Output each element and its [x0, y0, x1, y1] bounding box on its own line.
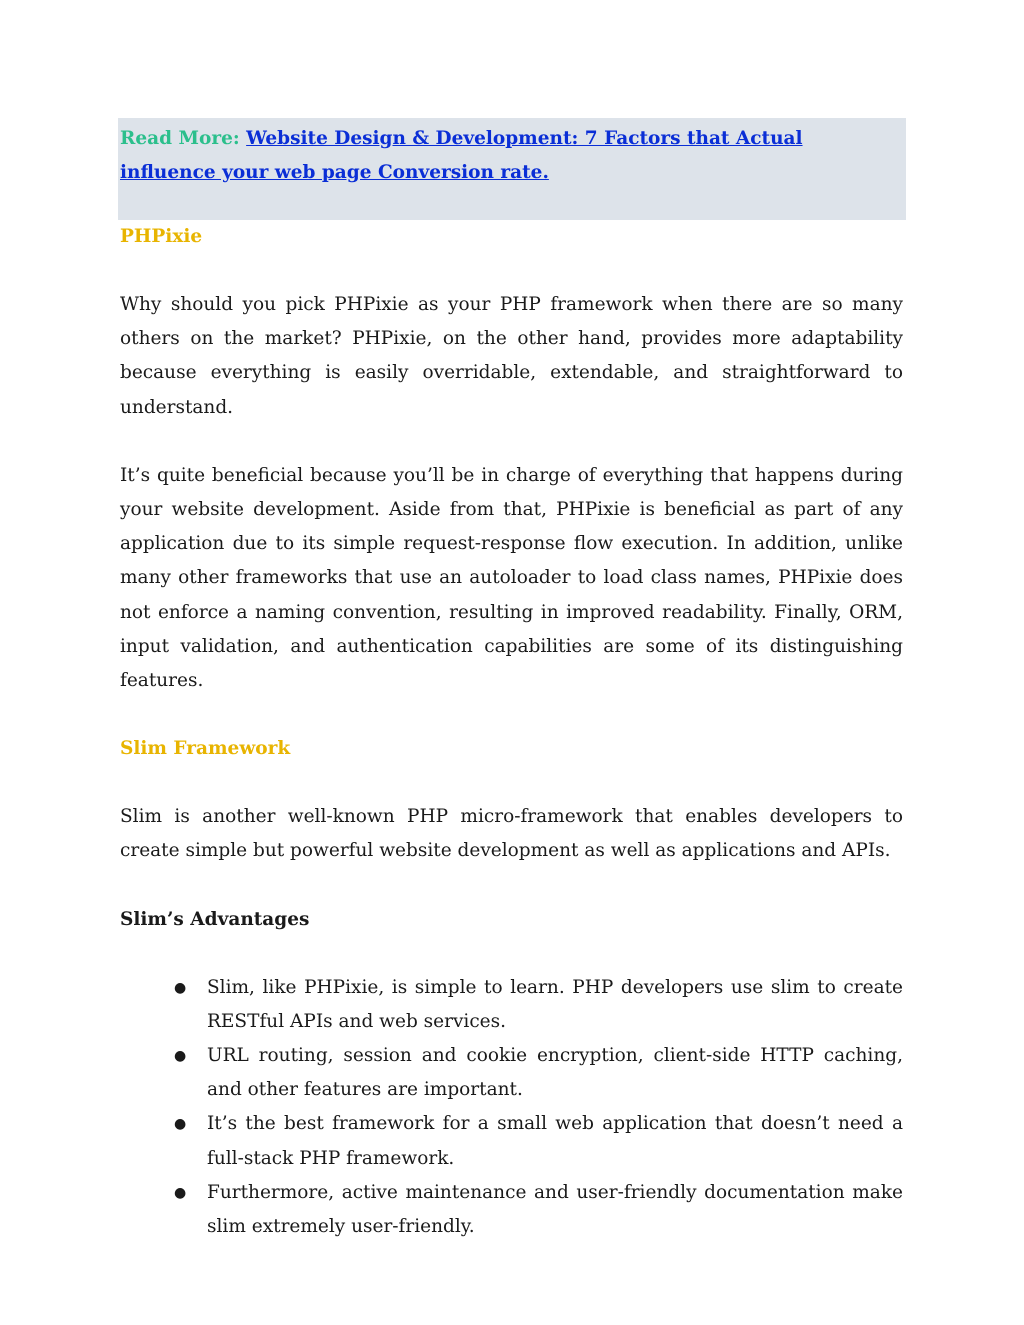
list-item	[174, 971, 903, 1039]
list-item-text: Furthermore, active maintenance and user-friendly documentation make slim extremely user-friendly.	[207, 1181, 903, 1238]
bullet-dot-icon: ●	[174, 1184, 187, 1201]
bullet-dot-icon: ●	[174, 1116, 187, 1133]
spacer	[120, 766, 903, 800]
spacer	[120, 937, 903, 971]
spacer	[120, 254, 903, 288]
slim-heading: Slim Framework	[120, 738, 291, 760]
list-item	[174, 1176, 903, 1244]
phpixie-heading: PHPixie	[120, 226, 203, 247]
spacer	[120, 869, 903, 903]
slim-advantages-list	[120, 971, 903, 1245]
bullet-dot-icon: ●	[174, 1048, 187, 1065]
phpixie-paragraph-2: It’s quite beneficial because you’ll be in charge of everything that happens during your website development. Aside from that, PHPixie is beneficial as part of any application due to its simple request-response flow execution. In addition, unlike many other frameworks that use an autoloader to load class names, PHPixie does not enforce a naming convention, resulting in improved readability. Finally, ORM, input validation, and authentication capabilities are some of its distinguishing features.	[120, 464, 903, 692]
list-item-text: URL routing, session and cookie encryption, client-side HTTP caching, and other features are important.	[207, 1045, 903, 1101]
list-item	[174, 1107, 903, 1175]
spacer	[120, 425, 903, 459]
phpixie-paragraph-1: Why should you pick PHPixie as your PHP framework when there are so many others on the market? PHPixie, on the other hand, provides more adaptability because everything is easily overridable, extendable, and straightforward to understand.	[120, 294, 903, 418]
list-item-text: Slim, like PHPixie, is simple to learn. PHP developers use slim to create RESTful APIs and web services.	[207, 976, 903, 1032]
read-more-link[interactable]: Website Design & Development: 7 Factors that Actual influence your web page Conversion rate.	[120, 128, 803, 183]
read-more-label: Read More:	[120, 128, 240, 149]
slim-paragraph-1: Slim is another well-known PHP micro-framework that enables developers to create simple but powerful website development as well as applications and APIs.	[120, 806, 903, 862]
read-more-box	[118, 118, 906, 220]
slim-advantages-heading: Slim’s Advantages	[120, 908, 310, 930]
bullet-dot-icon: ●	[174, 979, 187, 996]
article-content	[120, 220, 903, 1244]
list-item-text: It’s the best framework for a small web application that doesn’t need a full-stack PHP framework.	[207, 1113, 903, 1169]
spacer	[120, 698, 903, 732]
list-item	[174, 1039, 903, 1107]
